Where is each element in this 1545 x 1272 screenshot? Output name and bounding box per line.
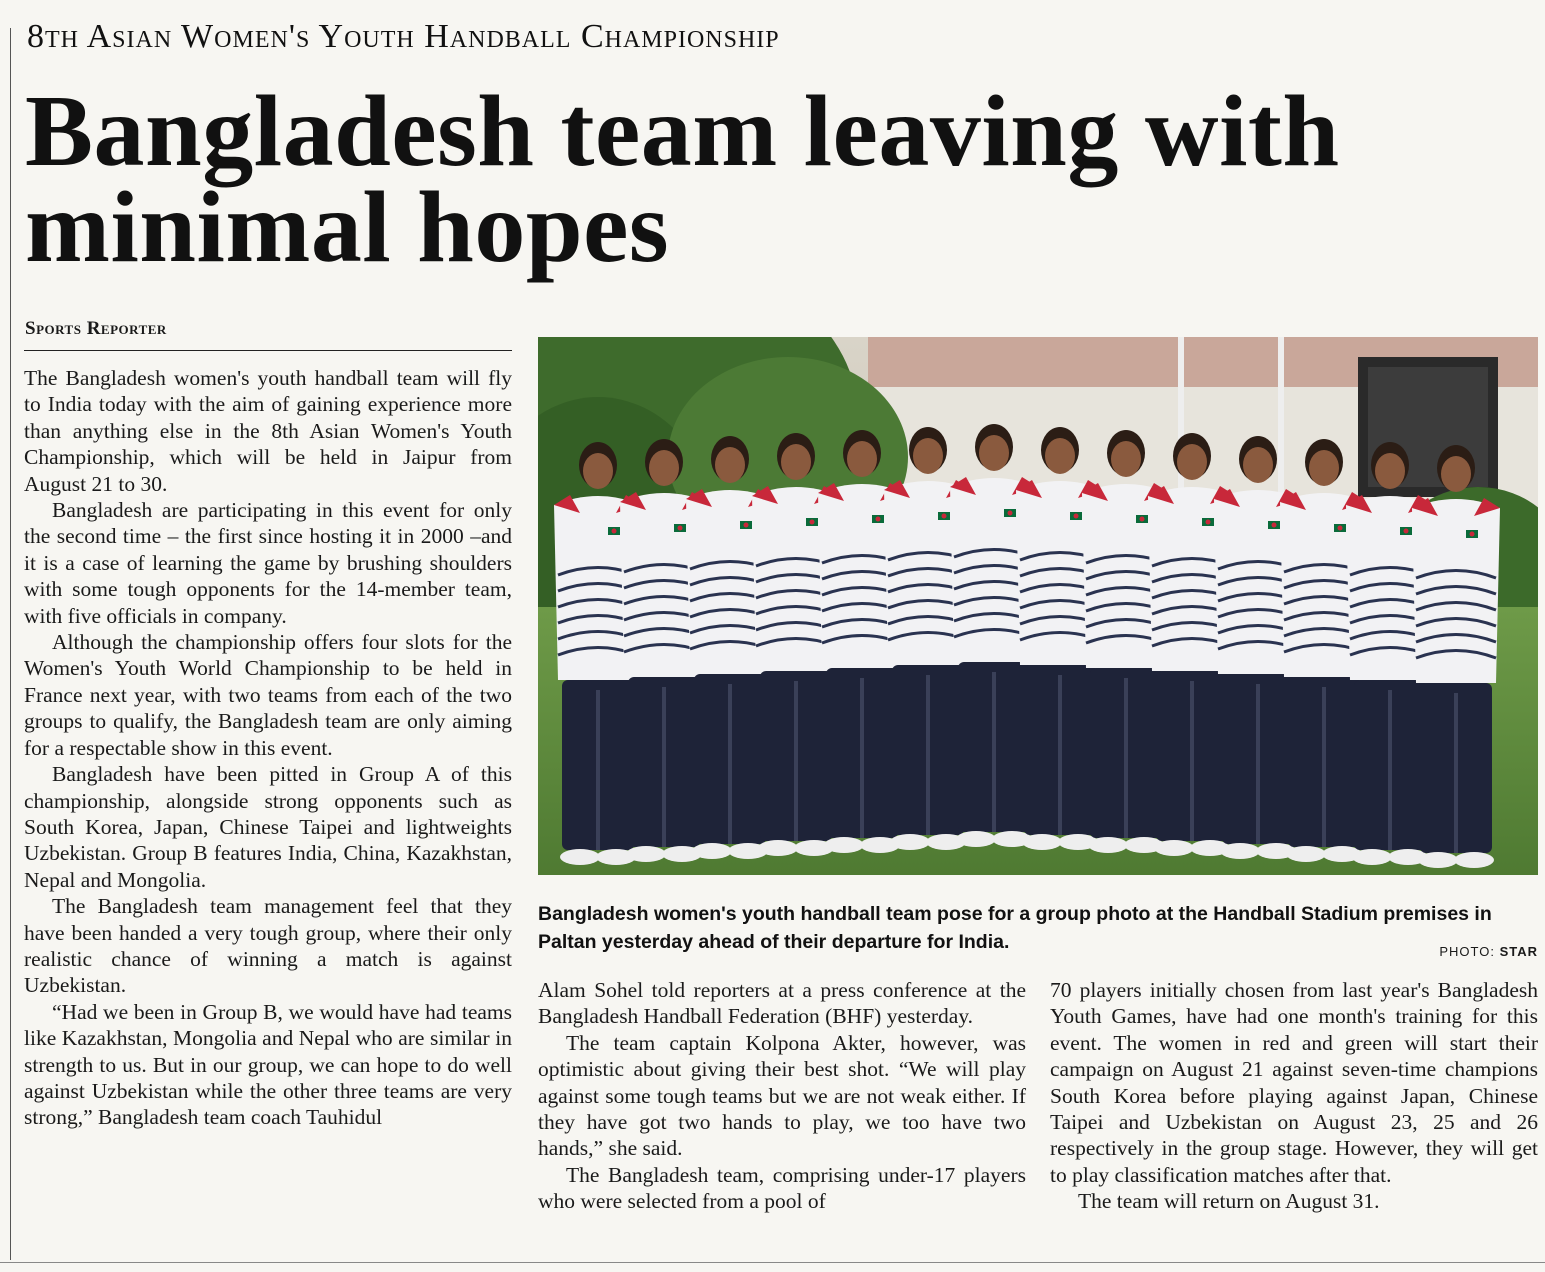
byline: Sports Reporter <box>25 318 167 339</box>
paragraph: “Had we been in Group B, we would have had teams like Kazakhstan, Mongolia and Nepal who are similar in strength to us. But in our group, we can hope to do well against Uzbekistan while the other three teams are very strong,” Bangladesh team coach Tauhidul <box>24 999 512 1130</box>
kicker: 8th Asian Women's Youth Handball Championship <box>27 18 780 55</box>
headline: Bangladesh team leaving with minimal hopes <box>25 75 1340 284</box>
byline-rule <box>24 350 512 351</box>
left-column-rule <box>10 28 11 1260</box>
paragraph: The Bangladesh team, comprising under-17 players who were selected from a pool of <box>538 1162 1026 1214</box>
photo-credit <box>1439 944 1538 959</box>
paragraph: 70 players initially chosen from last year's Bangladesh Youth Games, have had one month's training for this event. The women in red and green will start their campaign on August 21 against seven-time champions South Korea before playing against Japan, Chinese Taipei and Uzbekistan on August 23, 25 and 26 respectively in the group stage. However, they will get to play classification matches after that. <box>1050 978 1538 1187</box>
photo-caption: Bangladesh women's youth handball team pose for a group photo at the Handball Stadium premises in Paltan yesterday ahead of their departure for India. <box>538 903 1492 953</box>
paragraph: The team will return on August 31. <box>1078 1189 1380 1214</box>
article-column-3 <box>1050 977 1538 1215</box>
team-photo <box>538 337 1538 875</box>
paragraph: The team captain Kolpona Akter, however, was optimistic about giving their best shot. “We will play against some tough teams but we are not weak either. If they have got two hands to play, we too have two hands,” she said. <box>538 1030 1026 1161</box>
paragraph: The Bangladesh team management feel that they have been handed a very tough group, where their only realistic chance of winning a match is against Uzbekistan. <box>24 894 512 998</box>
photo-credit-source: STAR <box>1499 944 1538 959</box>
paragraph: Bangladesh have been pitted in Group A of this championship, alongside strong opponents such as South Korea, Japan, Chinese Taipei and lightweights Uzbekistan. Group B features India, China, Kazakhstan, Nepal and Mongolia. <box>24 762 512 892</box>
article-column-1 <box>24 365 512 1131</box>
article-column-2 <box>538 977 1026 1215</box>
paragraph: Alam Sohel told reporters at a press conference at the Bangladesh Handball Federation (BHF) yesterday. <box>538 978 1026 1029</box>
paragraph: The Bangladesh women's youth handball team will fly to India today with the aim of gaining experience more than anything else in the 8th Asian Women's Youth Championship, which will be held in Jaipur from August 21 to 30. <box>24 366 512 496</box>
paragraph: Bangladesh are participating in this event for only the second time – the first since hosting it in 2000 –and it is a case of learning the game by brushing shoulders with some tough opponents for the 14-member team, with five officials in company. <box>24 498 512 628</box>
player-figure <box>1412 445 1500 868</box>
paragraph: Although the championship offers four slots for the Women's Youth World Championship to be held in France next year, with two teams from each of the two groups to qualify, the Bangladesh team are only aiming for a respectable show in this event. <box>24 630 512 760</box>
bottom-rule <box>0 1262 1545 1263</box>
photo-credit-label: PHOTO: <box>1439 944 1495 959</box>
